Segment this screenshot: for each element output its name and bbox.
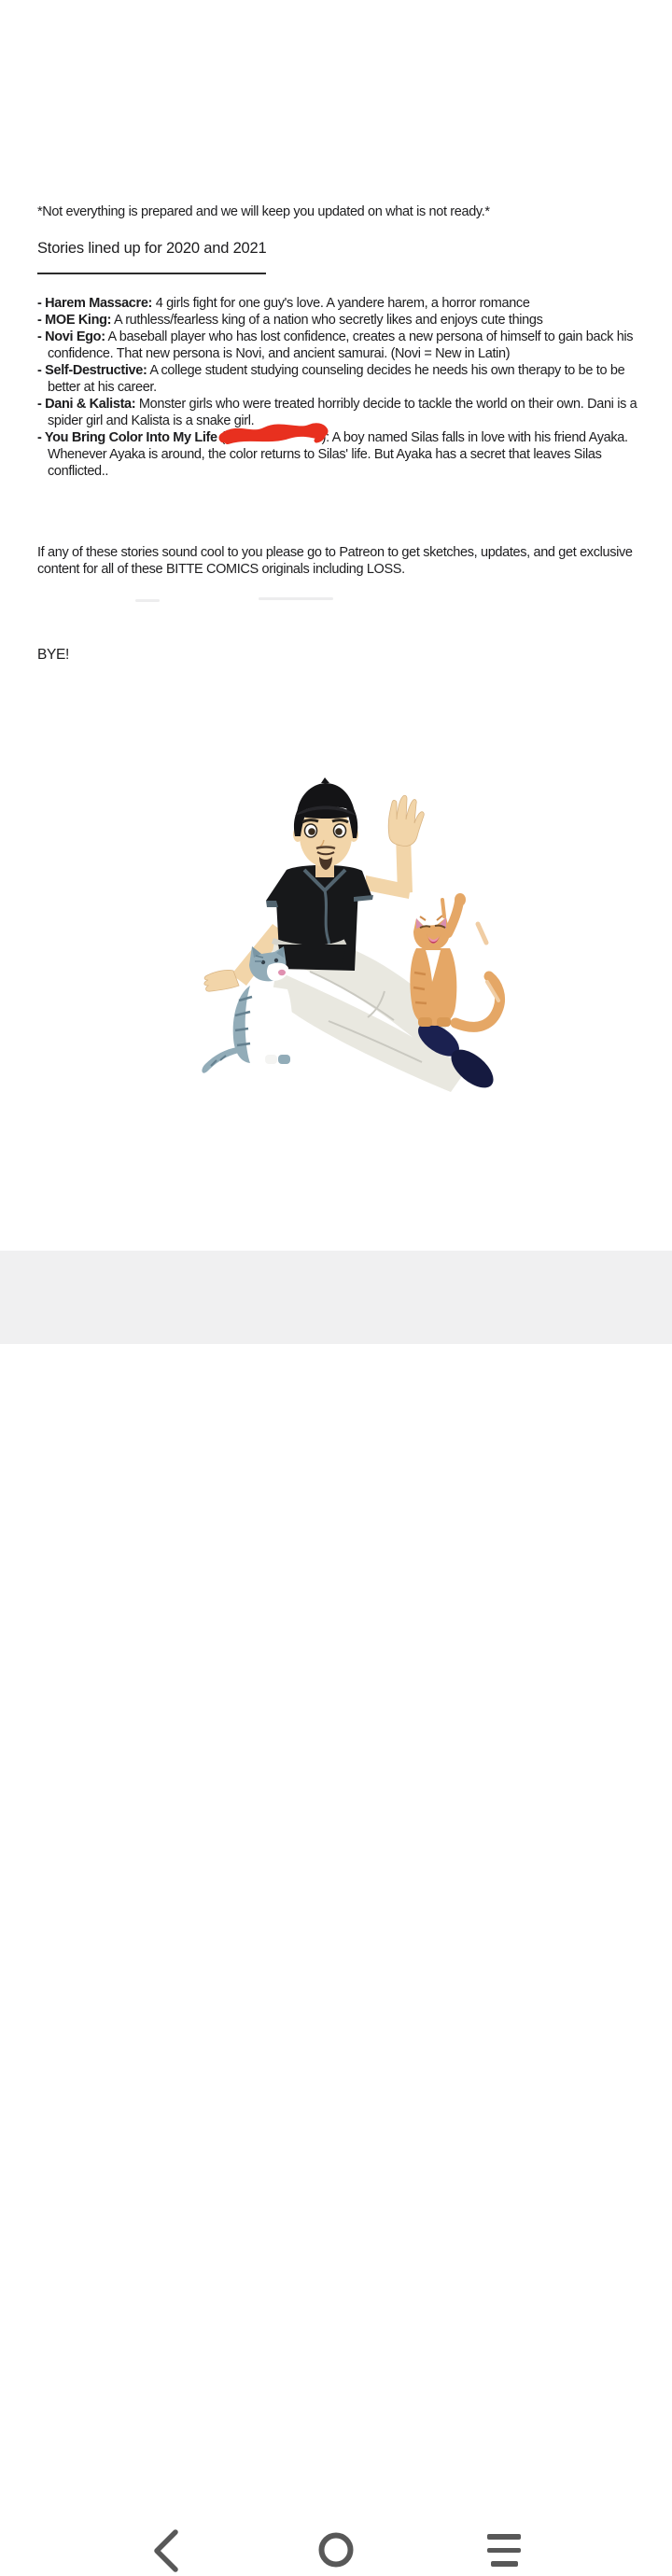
heading-underline: [37, 273, 266, 274]
patreon-paragraph: If any of these stories sound cool to you please go to Patreon to get sketches, updates, and get exclusive content for all of these BITTE COMICS originals including LOSS.: [37, 544, 633, 577]
stories-heading: Stories lined up for 2020 and 2021: [37, 240, 267, 257]
recents-icon: [484, 2534, 524, 2567]
story-item-harem-massacre: - Harem Massacre: 4 girls fight for one guy's love. A yandere harem, a horror romance: [37, 296, 530, 311]
back-icon: [147, 2526, 189, 2576]
stories-list: [37, 295, 639, 480]
home-icon: [315, 2529, 357, 2570]
bye-text: BYE!: [37, 646, 69, 663]
story-item-moe-king: - MOE King: A ruthless/fearless king of a nation who secretly likes and enjoys cute things: [37, 313, 543, 328]
story-item-dani-kalista: - Dani & Kalista: Monster girls who were treated horribly decide to tackle the world on their own. Dani is a spider girl and Kalista is a snake girl.: [37, 397, 637, 428]
faint-smudge: [259, 597, 333, 600]
redacted-text-gap: [225, 431, 315, 441]
android-navigation-bar: [0, 1251, 672, 1344]
story-item-you-bring-color: - You Bring Color Into My Life ( e): A boy named Silas falls in love with his friend Ayaka. Whenever Ayaka is around, the color returns to Silas' life. But Ayaka has a secret that leaves Silas conflicted..: [37, 429, 639, 480]
redaction-scribble-icon: [217, 418, 328, 450]
home-button[interactable]: [315, 2529, 357, 2570]
story-item-novi-ego: - Novi Ego: A baseball player who has lost confidence, creates a new persona of himself to gain back his confidence. That new persona is Novi, and ancient samurai. (Novi = New in Latin): [37, 329, 634, 361]
back-button[interactable]: [147, 2526, 189, 2576]
faint-smudge: [135, 599, 160, 602]
disclaimer-note: *Not everything is prepared and we will keep you updated on what is not ready.*: [37, 203, 490, 219]
story-item-self-destructive: - Self-Destructive: A college student studying counseling decides he needs his own therapy to be to be better at his career.: [37, 363, 625, 395]
creator-avatar-illustration: [198, 777, 511, 1094]
recents-button[interactable]: [484, 2529, 524, 2569]
